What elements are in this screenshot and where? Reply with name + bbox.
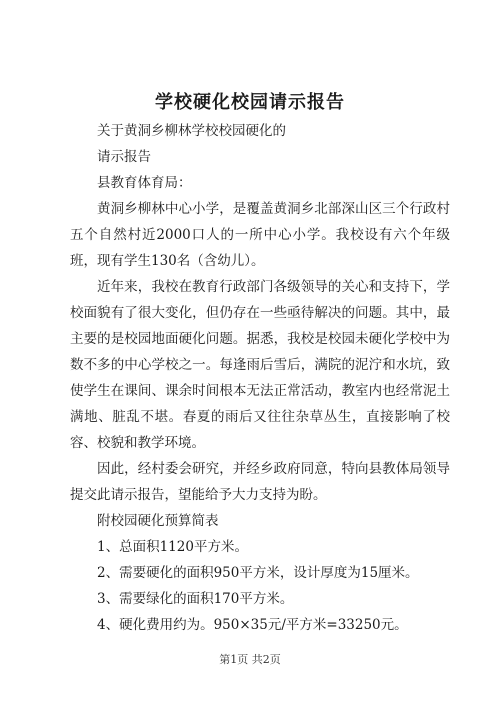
document-title: 学校硬化校园请示报告 [155,92,345,113]
budget-title: 附校园硬化预算简表 [97,513,219,529]
paragraph-intro: 黄洞乡柳林中心小学，是覆盖黄洞乡北部深山区三个行政村五个自然村近2000口人的一所中心小学。我校设有六个年级班，现有学生130名（含幼儿）。 [70,201,450,269]
document-body [70,118,450,638]
addressee: 县教育体育局： [97,175,192,191]
budget-item: 4、硬化费用约为。950×35元/平方米=33250元。 [97,617,408,633]
budget-item: 1、总面积1120平方米。 [97,539,248,555]
heading-line-1: 关于黄洞乡柳林学校校园硬化的 [97,123,286,139]
page-number: 第1页 共2页 [219,653,281,666]
heading-line-2: 请示报告 [97,149,151,165]
budget-item: 3、需要绿化的面积170平方米。 [97,591,294,607]
budget-item: 2、需要硬化的面积950平方米，设计厚度为15厘米。 [97,565,419,581]
paragraph-request: 因此，经村委会研究，并经乡政府同意，特向县教体局领导提交此请示报告，望能给予大力支持为盼。 [70,461,450,503]
paragraph-background: 近年来，我校在教育行政部门各级领导的关心和支持下，学校面貌有了很大变化，但仍存在一些亟待解决的问题。其中，最主要的是校园地面硬化问题。据悉，我校是校园未硬化学校中为数不多的中心学校之一。每逢雨后雪后，满院的泥泞和水坑，致使学生在课间、课余时间根本无法正常活动，教室内也经常泥土满地、脏乱不堪。春夏的雨后又往往杂草丛生，直接影响了校容、校貌和教学环境。 [70,279,450,451]
